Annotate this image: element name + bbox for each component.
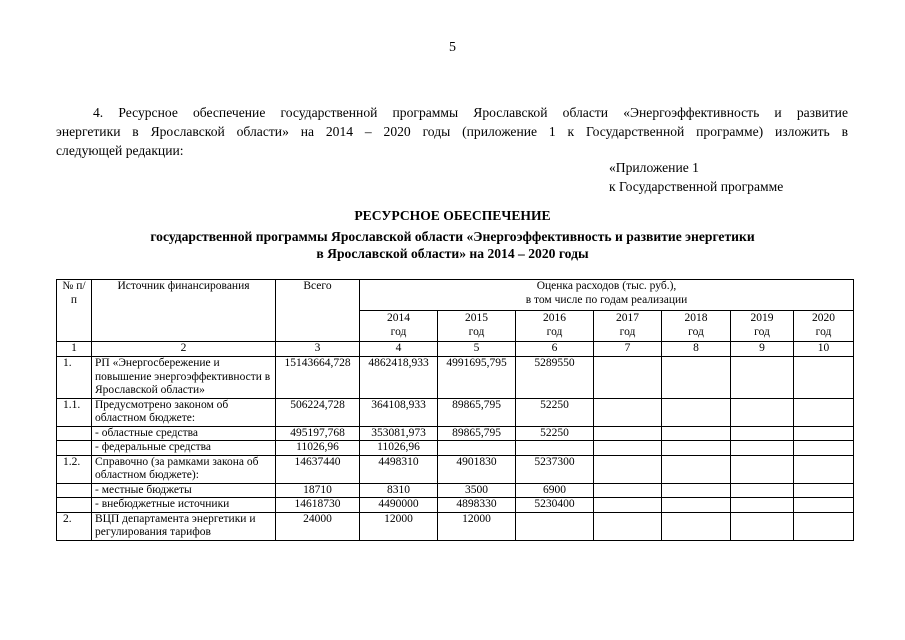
table-cell-y2015: 4901830: [438, 455, 516, 483]
appendix-note: [609, 158, 783, 196]
table-cell-no: 1.2.: [57, 455, 92, 483]
table-cell-y2015: [438, 441, 516, 456]
table-cell-empty: [731, 441, 794, 456]
table-cell-source: Предусмотрено законом об областном бюджете:: [92, 398, 276, 426]
table-cell-no: 1.: [57, 357, 92, 399]
table-cell-no: [57, 498, 92, 513]
table-cell-empty: [594, 441, 662, 456]
table-cell-empty: [794, 483, 854, 498]
header-year-value: 2017: [616, 312, 639, 324]
table-row: [57, 498, 854, 513]
table-cell-y2014: 4862418,933: [360, 357, 438, 399]
table-cell-empty: [731, 398, 794, 426]
table-cell-empty: [594, 512, 662, 540]
table-cell-no: [57, 426, 92, 441]
table-cell-empty: [662, 455, 731, 483]
table-cell-source: - федеральные средства: [92, 441, 276, 456]
table-cell-total: 495197,768: [276, 426, 360, 441]
header-year-suffix: год: [390, 326, 407, 338]
table-cell-no: 2.: [57, 512, 92, 540]
table-cell-empty: [594, 498, 662, 513]
header-year-value: 2014: [387, 312, 410, 324]
table-cell-empty: [594, 455, 662, 483]
table-cell-no: 1.1.: [57, 398, 92, 426]
table-cell-empty: [731, 498, 794, 513]
table-cell-y2016: [516, 512, 594, 540]
table-row: [57, 398, 854, 426]
table-cell-y2016: 6900: [516, 483, 594, 498]
table-cell-empty: [662, 357, 731, 399]
column-number-cell: 5: [438, 342, 516, 357]
table-cell-empty: [594, 426, 662, 441]
header-year-suffix: год: [546, 326, 563, 338]
column-number-cell: 7: [594, 342, 662, 357]
table-cell-empty: [731, 357, 794, 399]
table-cell-y2014: 364108,933: [360, 398, 438, 426]
column-number-cell: 9: [731, 342, 794, 357]
column-number-cell: 4: [360, 342, 438, 357]
table-cell-total: 24000: [276, 512, 360, 540]
paragraph-line: 4. Ресурсное обеспечение государственной программы Ярославской области «Энергоэффективность и развитие: [93, 105, 848, 120]
table-cell-y2015: 3500: [438, 483, 516, 498]
table-cell-total: 15143664,728: [276, 357, 360, 399]
table-cell-y2014: 12000: [360, 512, 438, 540]
table-cell-empty: [662, 512, 731, 540]
table-cell-y2016: 5289550: [516, 357, 594, 399]
body-paragraph: [56, 103, 848, 160]
table-row: [57, 512, 854, 540]
table-cell-y2015: 89865,795: [438, 426, 516, 441]
table-row: [57, 357, 854, 399]
table-cell-empty: [662, 398, 731, 426]
section-subtitle: государственной программы Ярославской области «Энергоэффективность и развитие энергетики: [150, 229, 755, 244]
table-cell-empty: [794, 455, 854, 483]
section-title: РЕСУРСНОЕ ОБЕСПЕЧЕНИЕ: [354, 208, 551, 223]
table-cell-y2014: 11026,96: [360, 441, 438, 456]
table-cell-empty: [594, 357, 662, 399]
header-year-2014: [360, 311, 438, 342]
section-subtitle: в Ярославской области» на 2014 – 2020 годы: [316, 246, 589, 261]
header-year-2016: [516, 311, 594, 342]
column-number-cell: 3: [276, 342, 360, 357]
table-cell-y2015: 4898330: [438, 498, 516, 513]
paragraph-line: энергетики в Ярославской области» на 2014 – 2020 годы (приложение 1 к Государственной программе) изложить в: [56, 124, 848, 139]
header-year-value: 2020: [812, 312, 835, 324]
table-cell-y2016: 52250: [516, 398, 594, 426]
table-row: [57, 483, 854, 498]
table-cell-source: ВЦП департамента энергетики и регулирования тарифов: [92, 512, 276, 540]
table-cell-empty: [794, 498, 854, 513]
table-cell-empty: [794, 357, 854, 399]
table-cell-empty: [794, 398, 854, 426]
header-year-suffix: год: [815, 326, 832, 338]
header-year-suffix: год: [619, 326, 636, 338]
table-row: [57, 441, 854, 456]
header-year-2018: [662, 311, 731, 342]
appendix-line: «Приложение 1: [609, 160, 699, 175]
table-cell-total: 11026,96: [276, 441, 360, 456]
table-cell-total: 506224,728: [276, 398, 360, 426]
header-cell-total: Всего: [276, 280, 360, 342]
table-cell-y2015: 89865,795: [438, 398, 516, 426]
table-cell-y2015: 12000: [438, 512, 516, 540]
table-cell-empty: [794, 426, 854, 441]
table-cell-empty: [662, 441, 731, 456]
table-cell-empty: [794, 441, 854, 456]
table-cell-source: - областные средства: [92, 426, 276, 441]
table-cell-total: 18710: [276, 483, 360, 498]
column-number-cell: 2: [92, 342, 276, 357]
column-number-cell: 8: [662, 342, 731, 357]
header-cell-source: Источник финансирования: [92, 280, 276, 342]
table-cell-y2016: 5230400: [516, 498, 594, 513]
table-cell-empty: [662, 498, 731, 513]
table-cell-y2016: 5237300: [516, 455, 594, 483]
header-year-suffix: год: [688, 326, 704, 338]
table-cell-no: [57, 483, 92, 498]
header-year-2020: [794, 311, 854, 342]
table-cell-total: 14618730: [276, 498, 360, 513]
table-cell-empty: [731, 512, 794, 540]
table-cell-empty: [731, 426, 794, 441]
table-cell-y2014: 353081,973: [360, 426, 438, 441]
table-cell-y2016: [516, 441, 594, 456]
page-number: 5: [449, 40, 456, 55]
table-cell-y2015: 4991695,795: [438, 357, 516, 399]
header-year-value: 2015: [465, 312, 488, 324]
table-cell-source: Справочно (за рамками закона об областном бюджете):: [92, 455, 276, 483]
table-cell-empty: [594, 483, 662, 498]
table-cell-total: 14637440: [276, 455, 360, 483]
header-cell-estimate: [360, 280, 854, 311]
table-cell-y2014: 4490000: [360, 498, 438, 513]
table-cell-empty: [662, 483, 731, 498]
header-year-2019: [731, 311, 794, 342]
header-year-value: 2018: [684, 312, 708, 324]
column-number-cell: 6: [516, 342, 594, 357]
header-cell-no: № п/п: [57, 280, 92, 342]
table-row: [57, 455, 854, 483]
header-estimate-line: Оценка расходов (тыс. руб.),: [536, 280, 677, 292]
resource-table: [56, 279, 854, 541]
header-year-value: 2016: [543, 312, 566, 324]
appendix-line: к Государственной программе: [609, 179, 784, 194]
header-year-2015: [438, 311, 516, 342]
table-cell-empty: [662, 426, 731, 441]
table-cell-empty: [731, 483, 794, 498]
table-cell-source: - внебюджетные источники: [92, 498, 276, 513]
table-cell-no: [57, 441, 92, 456]
table-cell-source: РП «Энергосбережение и повышение энергоэффективности в Ярославской области»: [92, 357, 276, 399]
table-cell-y2014: 4498310: [360, 455, 438, 483]
table-row: [57, 426, 854, 441]
header-year-2017: [594, 311, 662, 342]
table-cell-source: - местные бюджеты: [92, 483, 276, 498]
table-cell-empty: [794, 512, 854, 540]
header-estimate-line: в том числе по годам реализации: [525, 293, 688, 306]
paragraph-line: следующей редакции:: [56, 143, 184, 158]
table-cell-empty: [731, 455, 794, 483]
header-year-value: 2019: [750, 312, 774, 324]
table-cell-empty: [594, 398, 662, 426]
table-cell-y2014: 8310: [360, 483, 438, 498]
column-number-cell: 10: [794, 342, 854, 357]
header-year-suffix: год: [754, 326, 770, 338]
column-number-cell: 1: [57, 342, 92, 357]
header-year-suffix: год: [468, 326, 485, 338]
table-cell-y2016: 52250: [516, 426, 594, 441]
